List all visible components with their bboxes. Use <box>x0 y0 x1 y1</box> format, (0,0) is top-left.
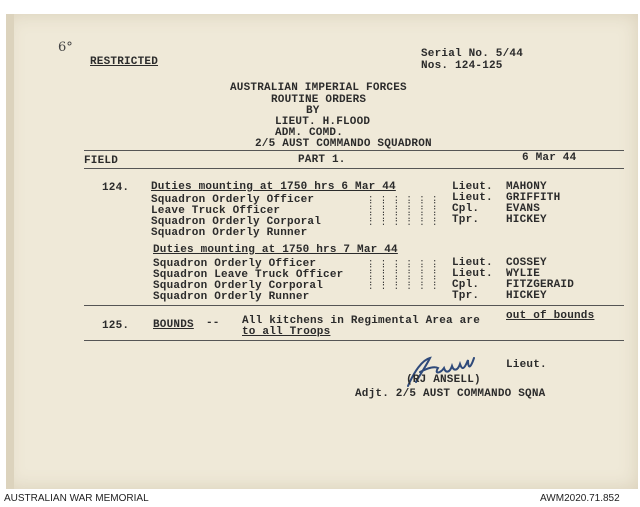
restricted-label: RESTRICTED <box>90 56 159 68</box>
heading-line-4: LIEUT. H.FLOOD <box>275 116 371 128</box>
duties-heading-1: Duties mounting at 1750 hrs 6 Mar 44 <box>151 181 396 193</box>
duty-name: FITZGERAID <box>506 279 575 291</box>
duty-role: Squadron Orderly Corporal <box>151 216 322 228</box>
heading-line-2: ROUTINE ORDERS <box>271 94 367 106</box>
paper-edge <box>6 14 14 489</box>
duty-rank: Cpl. <box>452 279 480 291</box>
field-label: FIELD <box>84 155 119 167</box>
duty-rank: Cpl. <box>452 203 480 215</box>
heading-line-5: ADM. COMD. <box>275 127 344 139</box>
order-125-number: 125. <box>102 320 130 332</box>
serial-number: Serial No. 5/44 <box>421 48 524 60</box>
bounds-text-2: to all Troops <box>242 326 331 338</box>
part-date: 6 Mar 44 <box>522 152 577 164</box>
duty-name: COSSEY <box>506 257 547 269</box>
duty-role: Squadron Leave Truck Officer <box>153 269 344 281</box>
duties-heading-2: Duties mounting at 1750 hrs 7 Mar 44 <box>153 244 398 256</box>
duty-rank: Lieut. <box>452 257 493 269</box>
footer-accession: AWM2020.71.852 <box>540 493 620 504</box>
duty-name: WYLIE <box>506 268 541 280</box>
order-124-number: 124. <box>102 182 130 194</box>
duty-name: HICKEY <box>506 214 547 226</box>
signatory-appointment: Adjt. 2/5 AUST COMMANDO SQNA <box>355 388 546 400</box>
dot-leaders: : : : : : : : : : : : : : : : : : : : : : : : : : : : : : : <box>368 194 439 228</box>
bounds-text-1: All kitchens in Regimental Area are <box>242 315 481 327</box>
bounds-out-of-bounds: out of bounds <box>506 310 595 322</box>
duty-name: GRIFFITH <box>506 192 561 204</box>
heading-line-1: AUSTRALIAN IMPERIAL FORCES <box>230 82 407 94</box>
heading-line-3: BY <box>306 105 320 117</box>
rule-top <box>84 150 624 151</box>
duty-name: EVANS <box>506 203 541 215</box>
duty-rank: Tpr. <box>452 290 480 302</box>
duty-rank: Tpr. <box>452 214 480 226</box>
duty-rank: Lieut. <box>452 268 493 280</box>
pencil-mark: 6° <box>58 40 73 55</box>
rule-bottom <box>84 340 624 341</box>
duty-role: Squadron Orderly Corporal <box>153 280 324 292</box>
handwritten-signature <box>404 352 494 392</box>
document-sheet <box>6 14 638 489</box>
duty-rank: Lieut. <box>452 192 493 204</box>
footer-credit: AUSTRALIAN WAR MEMORIAL <box>4 493 149 504</box>
signatory-rank: Lieut. <box>506 359 547 371</box>
duty-name: MAHONY <box>506 181 547 193</box>
duty-role: Squadron Orderly Runner <box>151 227 308 239</box>
bounds-dash: -- <box>206 317 220 329</box>
dot-leaders: : : : : : : : : : : : : : : : : : : : : : : : : : : : : : : <box>368 258 439 292</box>
duty-role: Squadron Orderly Officer <box>153 258 317 270</box>
rule-part <box>84 168 624 169</box>
signatory-name: (RJ ANSELL) <box>406 374 481 386</box>
heading-line-6: 2/5 AUST COMMANDO SQUADRON <box>255 138 432 150</box>
duty-role: Squadron Orderly Runner <box>153 291 310 303</box>
order-numbers: Nos. 124-125 <box>421 60 503 72</box>
duty-rank: Lieut. <box>452 181 493 193</box>
duty-role: Squadron Orderly Officer <box>151 194 315 206</box>
part-label: PART 1. <box>298 154 346 166</box>
duty-role: Leave Truck Officer <box>151 205 281 217</box>
bounds-title: BOUNDS <box>153 319 194 331</box>
duty-name: HICKEY <box>506 290 547 302</box>
rule-mid <box>84 305 624 306</box>
